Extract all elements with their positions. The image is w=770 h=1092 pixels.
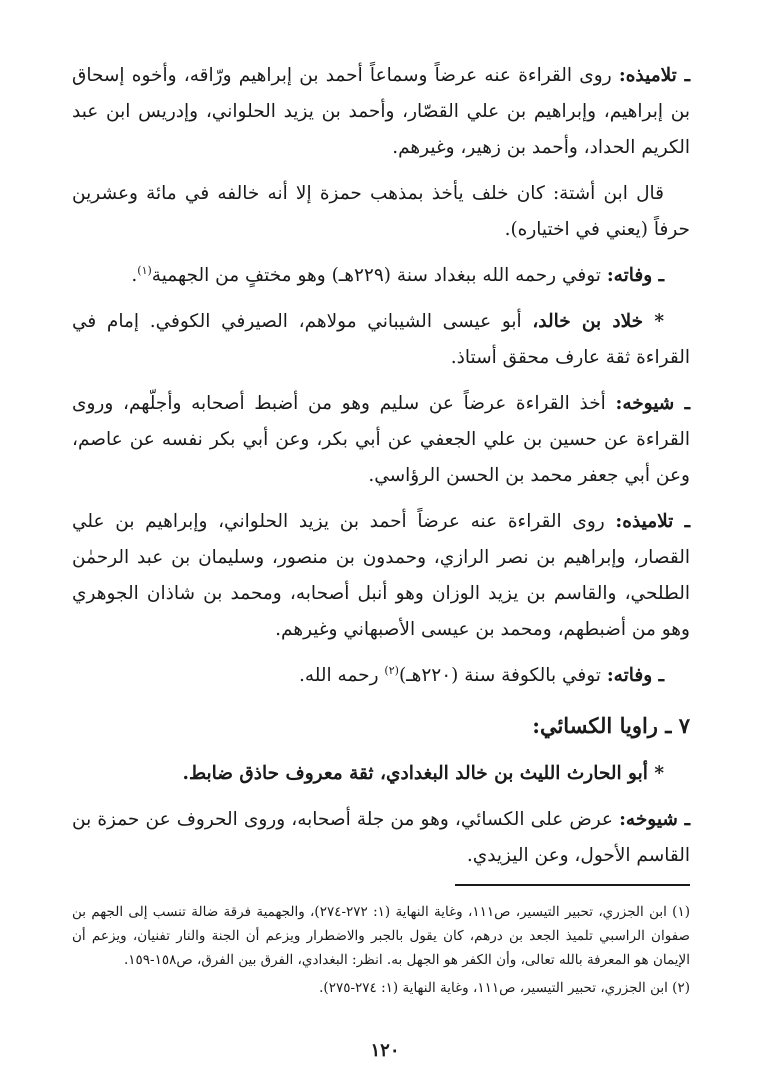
footnote-2 <box>72 976 690 1000</box>
paragraph-khallad-death <box>72 658 690 694</box>
page-number: ١٢٠ <box>370 1040 400 1061</box>
paragraph-text: أخذ القراءة عرضاً عن سليم وهو من أضبط أصحابه وأجلّهم، وروى القراءة عن حسين بن علي الجعفي عن أبي بكر، وعن أبي بكر نفسه عن عاصم، وعن أبي جعفر محمد بن الحسن الرؤاسي. <box>72 393 690 486</box>
paragraph-abu-alharith-teachers <box>72 802 690 874</box>
paragraph-khallad-teachers <box>72 386 690 494</box>
paragraph-text: توفي رحمه الله ببغداد سنة (٢٢٩هـ) وهو مختفٍ من الجهمية <box>151 265 607 286</box>
footnote-ref-2[interactable]: (٢) <box>384 663 399 677</box>
footnote-divider <box>455 884 690 886</box>
footnote-text: ابن الجزري، تحبير التيسير، ص١١١، وغاية النهاية (١: ٢٧٢-٢٧٤)، والجهمية فرقة ضالة تنسب إلى الجهم بن صفوان الراسبي تلميذ الجعد بن درهم، كان يقول بالجبر والاضطرار ويزعم أن الجنة والنار تفنيان، ويزعم أن الإيمان هو المعرفة بالله تعالى، وأن الكفر هو الجهل به. انظر: البغدادي، الفرق بين الفرق، ص١٥٨-١٥٩. <box>72 904 690 968</box>
paragraph-text: روى القراءة عنه عرضاً وسماعاً أحمد بن إبراهيم ورّاقه، وأخوه إسحاق بن إبراهيم، وإبراهيم بن علي القصّار، وأحمد بن يزيد الحلواني، وإدريس ابن عبد الكريم الحداد، وأحمد بن زهير، وغيرهم. <box>72 65 690 158</box>
paragraph-text: أبو عيسى الشيباني مولاهم، الصيرفي الكوفي. إمام في القراءة ثقة عارف محقق أستاذ. <box>72 311 690 368</box>
section-heading: ٧ ـ راويا الكسائي: <box>532 713 690 738</box>
label-students: ـ تلاميذه: <box>618 65 690 86</box>
footnote-text: ابن الجزري، تحبير التيسير، ص١١١، وغاية النهاية (١: ٢٧٤-٢٧٥). <box>319 980 673 996</box>
paragraph-end: رحمه الله. <box>298 665 385 686</box>
paragraph-end: . <box>131 265 138 286</box>
footnote-ref-1[interactable]: (١) <box>137 263 152 277</box>
paragraph-khallad-students <box>72 504 690 648</box>
paragraph-text: عرض على الكسائي، وهو من جلة أصحابه، وروى الحروف عن حمزة بن القاسم الأحول، وعن اليزيدي. <box>72 809 690 866</box>
paragraph-text: روى القراءة عنه عرضاً أحمد بن يزيد الحلواني، وإبراهيم بن علي القصار، وإبراهيم بن نصر الرازي، وحمدون بن منصور، وسليمان بن عبد الرحمٰن الطلحي، والقاسم بن يزيد الوزان وهو أنبل أصحابه، ومحمد بن شاذان الجوهري وهو من أضبطهم، ومحمد بن عيسى الأصبهاني وغيرهم. <box>72 511 690 640</box>
paragraph-abu-alharith: * أبو الحارث الليث بن خالد البغدادي، ثقة معروف حاذق ضابط. <box>182 763 664 784</box>
paragraph-ibn-ashta-quote <box>72 176 690 248</box>
paragraph-text: قال ابن أشتة: كان خلف يأخذ بمذهب حمزة إلا أنه خالفه في مائة وعشرين حرفاً (يعني في اختياره). <box>72 183 690 240</box>
footnote-number: (٢) <box>672 980 690 996</box>
paragraph-khallad-intro <box>72 304 690 376</box>
label-teachers: ـ شيوخه: <box>615 393 690 414</box>
footnotes <box>72 900 690 1000</box>
paragraph-khalaf-death <box>72 258 690 294</box>
label-teachers: ـ شيوخه: <box>619 809 690 830</box>
paragraph-text: توفي بالكوفة سنة (٢٢٠هـ) <box>398 665 607 686</box>
label-students: ـ تلاميذه: <box>615 511 690 532</box>
label-death: ـ وفاته: <box>606 665 664 686</box>
label-death: ـ وفاته: <box>606 265 664 286</box>
paragraph-khalaf-students <box>72 58 690 166</box>
footnote-number: (١) <box>672 904 690 920</box>
footnote-1 <box>72 900 690 972</box>
label-khallad: * خلاد بن خالد، <box>532 311 664 332</box>
